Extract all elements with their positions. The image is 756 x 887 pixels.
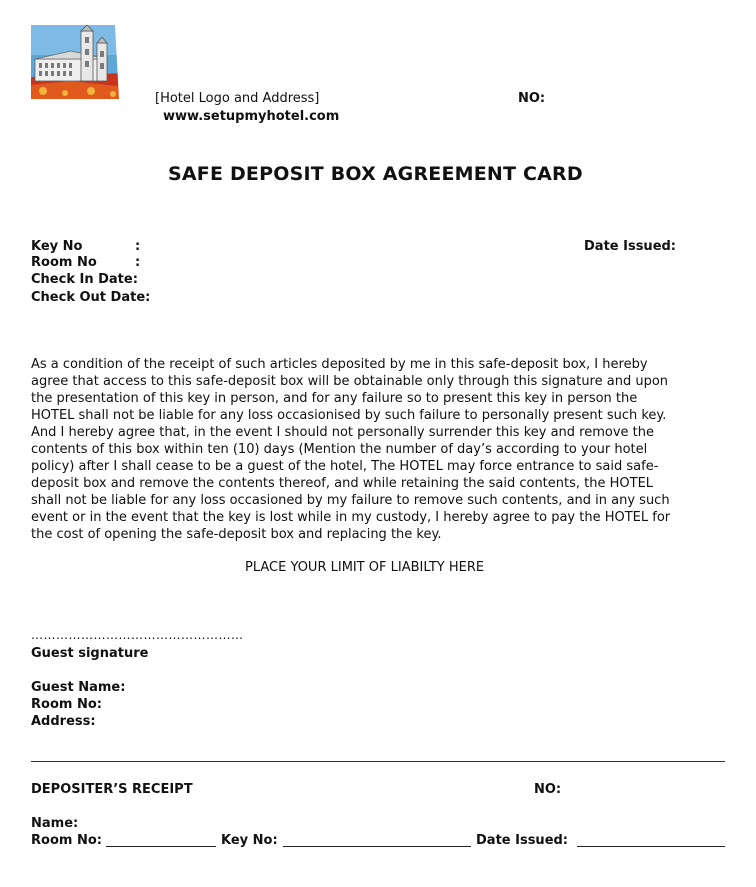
check-in-date-label: Check In Date: [31, 272, 138, 287]
receipt-number-label: NO: [534, 782, 562, 797]
logo-address-placeholder: [Hotel Logo and Address] [155, 91, 320, 106]
page-title: SAFE DEPOSIT BOX AGREEMENT CARD [168, 163, 583, 185]
signature-line: …………………………………………… [31, 628, 244, 642]
agreement-line: policy) after I shall cease to be a guest of the hotel, The HOTEL may force entrance to said safe- [31, 459, 659, 474]
key-no-colon: : [135, 239, 141, 254]
liability-limit-text: PLACE YOUR LIMIT OF LIABILTY HERE [245, 560, 485, 575]
agreement-line: event or in the event that the key is lost while in my custody, I hereby agree to pay the HOTEL for [31, 510, 671, 525]
agreement-line: And I hereby agree that, in the event I should not personally surrender this key and remove the [31, 425, 655, 440]
card-number-label: NO: [518, 91, 546, 106]
key-no-label: Key No [31, 239, 83, 254]
agreement-line: deposit box and remove the contents thereof, and while retaining the said contents, the HOTEL [31, 476, 654, 491]
section-divider [31, 761, 725, 762]
guest-signature-label: Guest signature [31, 646, 149, 661]
guest-address-label: Address: [31, 714, 96, 729]
agreement-line: the cost of opening the safe-deposit box and replacing the key. [31, 527, 442, 542]
date-issued-label: Date Issued: [584, 239, 677, 254]
agreement-line: shall not be liable for any loss occasioned by my failure to remove such contents, and in any such [31, 493, 670, 508]
receipt-date-issued-label: Date Issued: [476, 833, 569, 848]
agreement-text [31, 356, 731, 543]
hotel-logo [31, 25, 125, 99]
check-out-date-label: Check Out Date: [31, 290, 151, 305]
agreement-line: agree that access to this safe-deposit box will be obtainable only through this signature and upon [31, 374, 669, 389]
agreement-line: HOTEL shall not be liable for any loss occasionised by such failure to personally present such key. [31, 408, 667, 423]
receipt-room-no-line[interactable] [106, 834, 216, 847]
receipt-room-no-label: Room No: [31, 833, 102, 848]
guest-room-no-label: Room No: [31, 697, 102, 712]
receipt-title: DEPOSITER’S RECEIPT [31, 782, 193, 797]
room-no-label: Room No [31, 255, 97, 270]
receipt-date-issued-line[interactable] [577, 834, 725, 847]
receipt-key-no-label: Key No: [221, 833, 278, 848]
receipt-key-no-line[interactable] [283, 834, 471, 847]
guest-name-label: Guest Name: [31, 680, 126, 695]
agreement-line: As a condition of the receipt of such articles deposited by me in this safe-deposit box, I hereby [31, 357, 648, 372]
agreement-line: contents of this box within ten (10) days (Mention the number of day’s according to your hotel [31, 442, 648, 457]
receipt-name-label: Name: [31, 816, 79, 831]
room-no-colon: : [135, 255, 141, 270]
website-url: www.setupmyhotel.com [163, 109, 340, 124]
agreement-line: the presentation of this key in person, and for any failure so to present this key in person the [31, 391, 638, 406]
